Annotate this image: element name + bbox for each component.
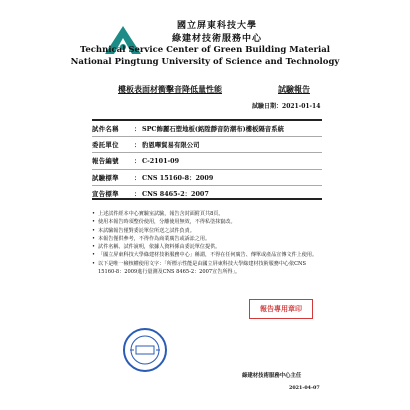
list-item: • 以下是唯一檢核權使用文字：「所標示性能是由國立屏東科技大學綠建材技術服務中心依CNS 15160-8：2009進行量測及CNS 8465-2：2007宣告所得」。 [92, 260, 318, 277]
signature-date: 2021-04-07 [289, 385, 320, 391]
list-item: • 本報告僅供參考，不得作為商業廣告或訴訟之用。 [92, 235, 318, 243]
test-date-value: 2021-01-14 [282, 103, 321, 110]
info-label: 委託單位 [92, 137, 134, 153]
info-label: 報告編號 [92, 153, 134, 169]
test-date [252, 101, 320, 110]
table-row: 宣告標準 ： CNS 8465-2：2007 [92, 185, 322, 201]
info-value: 豹恩嗶貿易有限公司 [142, 137, 322, 153]
table-row: 試驗標準 ： CNS 15160-8：2009 [92, 169, 322, 185]
list-item: • 上述試件經本中心實驗室試驗，報告含封面附頁共8頁。 [92, 210, 318, 218]
info-label: 宣告標準 [92, 189, 119, 198]
center-name-en: Technical Service Center of Green Building Material [79, 45, 330, 55]
info-label: 試件名稱 [92, 121, 134, 137]
info-value: CNS 15160-8：2009 [142, 169, 322, 185]
info-value: CNS 8465-2：2007 [142, 189, 209, 198]
center-name-zh: 綠建材技術服務中心 [171, 34, 262, 44]
report-info-table [92, 121, 322, 201]
table-bottom-rule [92, 198, 322, 200]
list-item: • 試件名稱、試件說明，依據人資料係由委託單位提供。 [92, 243, 318, 251]
signature-title: 綠建材技術服務中心主任 [242, 373, 302, 379]
report-stamp: 報告專用章印 [249, 299, 313, 319]
report-seal-icon [122, 327, 168, 373]
table-row: 試件名稱 ： SPC飾麗石塑地板(銘陞靜音防潮布)樓板隔音系統 [92, 121, 322, 137]
list-item: • 本試驗報告僅對委託單位所送之試件負責。 [92, 227, 318, 235]
info-label: 試驗標準 [92, 169, 134, 185]
list-item: • 「國立屏東科技大學綠建材技術服務中心」稱謂，不得在任何廣告、傳單或產品宣傳文件上使用。 [92, 251, 318, 259]
test-date-label: 試驗日期： [252, 103, 283, 110]
table-row: 委託單位 ： 豹恩嗶貿易有限公司 [92, 137, 322, 153]
report-title: 樓板表面材衝擊音降低量性能 [118, 84, 222, 94]
list-item: • 使用本報告時須整份使用，分離使用無效，不得私塗抹竄改。 [92, 218, 318, 226]
table-row: 報告編號 ： C-2101-09 [92, 153, 322, 169]
info-value: SPC飾麗石塑地板(銘陞靜音防潮布)樓板隔音系統 [142, 121, 322, 137]
university-name-en: National Pingtung University of Science and Technology [70, 57, 340, 67]
report-type: 試驗報告 [278, 84, 310, 94]
university-name-zh: 國立屏東科技大學 [176, 21, 257, 31]
report-notes [92, 210, 318, 276]
info-value: C-2101-09 [142, 153, 322, 169]
